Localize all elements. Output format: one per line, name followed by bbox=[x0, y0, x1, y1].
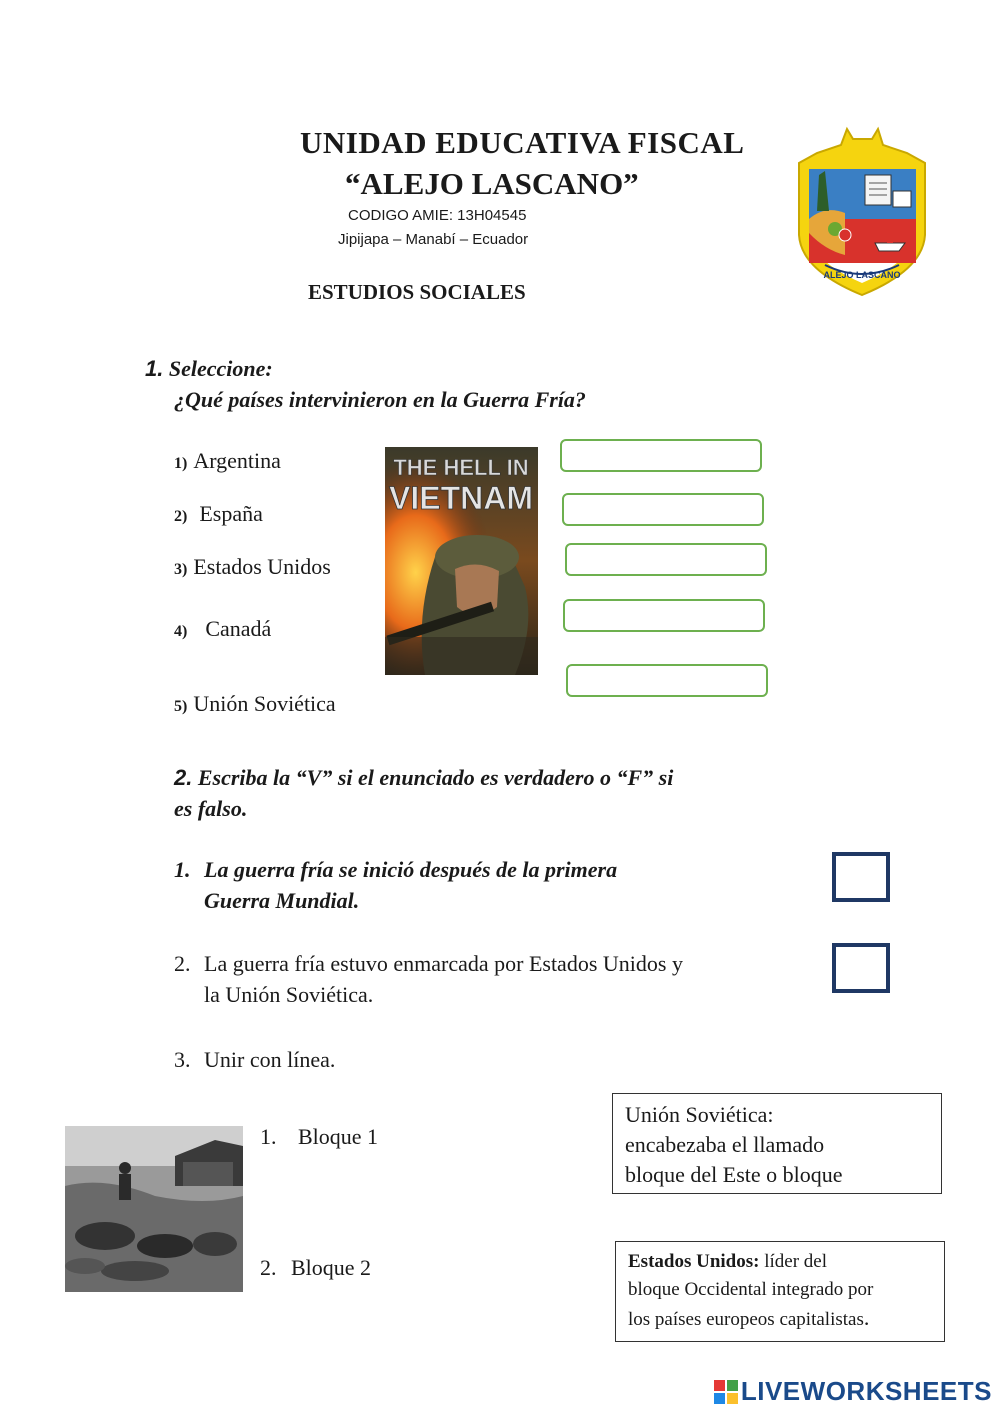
amie-code: CODIGO AMIE: 13H04545 bbox=[348, 207, 527, 224]
logo-text: ALEJO LASCANO bbox=[823, 270, 901, 280]
poster-title-line2: VIETNAM bbox=[389, 480, 533, 516]
answer-box-2[interactable] bbox=[562, 493, 764, 526]
answer-box-5[interactable] bbox=[566, 664, 768, 697]
option-5: 5) Unión Soviética bbox=[174, 691, 336, 716]
school-shield-logo bbox=[795, 125, 930, 300]
vf-box-2[interactable] bbox=[832, 943, 890, 993]
definition-box-2: Estados Unidos: líder del bloque Occidental integrado por los países europeos capitalistas. bbox=[615, 1241, 945, 1342]
subject-title: ESTUDIOS SOCIALES bbox=[308, 280, 526, 304]
liveworksheets-brand bbox=[714, 1376, 992, 1407]
section2-title-line1: Escriba la “V” si el enunciado es verdadero o “F” si bbox=[197, 765, 674, 790]
section1-heading bbox=[145, 356, 273, 382]
vf-box-1[interactable] bbox=[832, 852, 890, 902]
statement-2: 2. La guerra fría estuvo enmarcada por Estados Unidos y la Unión Soviética. bbox=[174, 951, 683, 1007]
brand-text: LIVEWORKSHEETS bbox=[740, 1376, 992, 1406]
answer-box-1[interactable] bbox=[560, 439, 762, 472]
bloque-1: 1. Bloque 1 bbox=[260, 1124, 379, 1149]
poster-title-line1: THE HELL IN bbox=[393, 455, 529, 480]
option-1: 1) Argentina bbox=[174, 448, 281, 473]
school-subtitle: “ALEJO LASCANO” bbox=[345, 166, 639, 201]
section2-number: 2. bbox=[174, 765, 193, 790]
option-3: 3) Estados Unidos bbox=[174, 554, 331, 579]
location: Jipijapa – Manabí – Ecuador bbox=[338, 231, 529, 248]
option-4: 4) Canadá bbox=[174, 616, 272, 641]
answer-box-3[interactable] bbox=[565, 543, 767, 576]
section1-question: ¿Qué países intervinieron en la Guerra Fría? bbox=[174, 387, 586, 412]
statement-1: 1. La guerra fría se inició después de la primera Guerra Mundial. bbox=[174, 857, 618, 913]
vietnam-poster-image bbox=[385, 447, 538, 675]
section2-title-line2: es falso. bbox=[174, 796, 248, 821]
option-2: 2) España bbox=[174, 501, 263, 526]
definition-box-1: Unión Soviética: encabezaba el llamado bloque del Este o bloque bbox=[612, 1093, 942, 1194]
section1-number: 1. bbox=[145, 356, 164, 381]
war-photo-image bbox=[65, 1126, 243, 1292]
section1-title: Seleccione: bbox=[168, 356, 273, 381]
school-name: UNIDAD EDUCATIVA FISCAL bbox=[300, 125, 745, 160]
liveworksheets-logo-icon bbox=[714, 1380, 738, 1404]
section2-heading bbox=[174, 765, 673, 791]
answer-box-4[interactable] bbox=[563, 599, 765, 632]
bloque-2: 2. Bloque 2 bbox=[260, 1255, 372, 1280]
statement-3: 3. Unir con línea. bbox=[174, 1047, 336, 1072]
